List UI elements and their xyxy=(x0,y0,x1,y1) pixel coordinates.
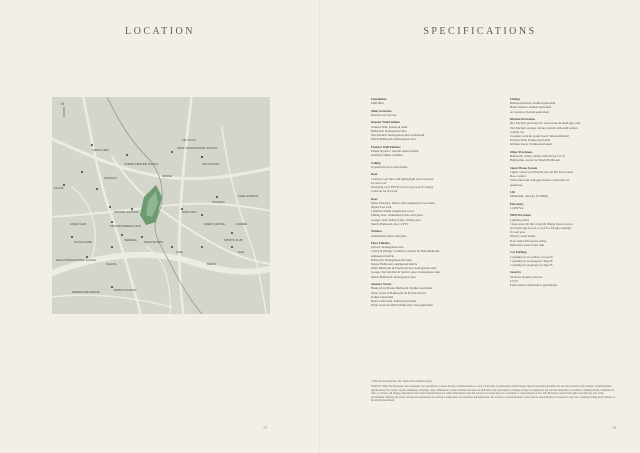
spec-line: Electric water heater xyxy=(510,234,536,239)
north-label: N xyxy=(61,101,64,106)
spec-line: Lights control at Living Room and Bar Porch Area xyxy=(510,169,573,174)
spec-line: Kitchen Sink: Franke/equivalent xyxy=(510,138,551,143)
spec-section xyxy=(510,270,628,287)
spec-line: Artificial timber cladding xyxy=(371,153,403,158)
spec-section xyxy=(371,120,489,141)
spec-line: Bathroom: homogenous tiles xyxy=(371,128,407,133)
map-label: SCHOOLS xyxy=(212,201,225,204)
spec-line: engineered marble xyxy=(371,253,394,258)
location-heading: LOCATION xyxy=(125,26,195,37)
spec-line: 2 parking for an outdoor car porch xyxy=(510,254,553,259)
spec-line: Dry Kitchen: provision for clean water & drain pipe only xyxy=(510,121,581,126)
map-label: BARKS xyxy=(207,263,216,266)
map-label: CARE HOSPITAL xyxy=(238,195,259,198)
spec-line: digital door lock xyxy=(371,205,392,210)
spec-section xyxy=(510,202,628,210)
spec-title: Lift xyxy=(510,190,515,195)
map-label: KALI SCHOOL xyxy=(202,163,220,166)
spec-line: Overhang roof: EPVD roof for eave porch canopy xyxy=(371,184,434,189)
spec-line: Door control xyxy=(510,174,526,179)
spec-line: Other Bathroom & Powder Room: homogenous tiles xyxy=(371,266,437,271)
spec-section xyxy=(510,117,628,146)
spec-line: Garage: steel sliding frame, sliding door xyxy=(371,217,421,222)
map-label: FARMHOUSE AVENUE xyxy=(72,291,100,294)
spec-title: Roof xyxy=(371,172,378,177)
map-label: JOSEPH KIRSTINE SCHOOL xyxy=(124,163,159,166)
spec-line: for tiles roof xyxy=(371,180,387,185)
map-label: PRIVATE MODERN CAFE xyxy=(110,225,141,228)
spec-line: CCTV xyxy=(510,278,519,283)
spec-line: Garage, Wet Kitchen & Service Area: homogenous tiles xyxy=(371,270,441,275)
specs-right-column xyxy=(510,97,628,291)
footnote: *This data and purposes only. Terms and Conditions apply. xyxy=(371,380,433,383)
legal-notice: NOTICE: While the Developer uses reasonable care and efforts to ensure that the contents herein are correct at the time of publication, the Developer shall not be held responsible for any inaccuracies in the contents. All information, specifications, floor plans, layout, renderings, drawings, areas, dimensions, colours, finishes and sizes are indicative only and subject to changes as may be required by the relevant authorities or architects. Nothing herein constitutes an offer or contract. All images, illustrations and visual representations are artist's impressions only and are not to be relied upon as a statement or representation of fact. The Developer reserves the right to modify any part of the development without prior notice. Prospective purchasers are advised to make their own enquiries and inspections. No warranty or representation is given and no responsibility is accepted for any loss or damage arising from reliance on the information herein. xyxy=(371,385,616,403)
spec-line: Video intercom with guest house connection for xyxy=(510,178,570,183)
map-label: BRIDGE xyxy=(162,175,172,178)
spec-line: Bathroom: homogenous flooring xyxy=(371,257,412,262)
spec-section xyxy=(510,150,628,163)
spec-line: Accessories: Kohler/equivalent xyxy=(510,109,549,114)
spec-title: Fittings xyxy=(510,97,521,101)
map-label: CAFE xyxy=(176,251,183,254)
spec-line: Individual water water tank xyxy=(510,242,545,247)
spec-line: 1 parking for in garage for Type B xyxy=(510,258,553,263)
spec-title: Sanitary Wares xyxy=(371,282,392,287)
map-label: PRIVATE LOCATION xyxy=(114,211,139,214)
spec-title: Exterior Wall Finishes xyxy=(371,144,401,149)
spec-title: Window xyxy=(371,229,383,234)
spec-line: Wet Kitchen: homogenous tiles backsplash xyxy=(371,133,425,138)
spec-line: Bathroom fixture: Kohler/equivalent xyxy=(510,101,556,106)
spec-line: Roof tank with booster pump xyxy=(510,238,547,243)
spec-line: Aluminium frame with glass xyxy=(371,233,407,238)
map-label: A BIRTH NEW xyxy=(92,149,109,152)
map-label: SIR TOOLS xyxy=(182,139,196,142)
spec-title: Car Parking xyxy=(510,250,527,255)
spec-line: Maid's Bathroom: homogenous tiles xyxy=(371,137,416,142)
spec-line: 11,000 VA xyxy=(510,205,524,210)
spec-section xyxy=(371,172,489,193)
page-spine xyxy=(319,0,321,453)
spec-line: Sliding door: aluminium frame with glass xyxy=(371,213,423,218)
specs-left-column xyxy=(371,97,489,311)
page-number-right: 14 xyxy=(612,425,616,430)
spec-line: Lighting points xyxy=(510,217,529,222)
map-label: FUEL xyxy=(238,251,245,254)
spec-section xyxy=(510,97,628,114)
spec-title: Foundation xyxy=(371,97,387,101)
spec-line: provision and Access to roof for All pipe running xyxy=(510,226,571,231)
spec-title: Ceiling xyxy=(371,160,381,165)
spec-line: Reinforced Concrete xyxy=(371,112,397,117)
spec-line: Maid's Bathroom door: UPVC xyxy=(371,221,409,226)
map-label: SAINT INTERNATIONAL SCHOOL xyxy=(177,147,218,150)
spec-section xyxy=(371,282,489,307)
map-label: POLICE HOME xyxy=(74,241,93,244)
spec-line: Concrete roof tiles with lightweight steel structure xyxy=(371,176,434,181)
map-label: RONA HIGH xyxy=(182,211,197,214)
spec-line: 2 parking for in garage for Type B xyxy=(510,262,553,267)
spec-title: Electricity xyxy=(510,201,524,206)
map-label: SCHOOLS xyxy=(104,177,117,180)
spec-line: Living & Dining, Common Corridor & Main Bedroom: xyxy=(371,249,440,254)
spec-line: Mitsubishi, capacity for 900kg xyxy=(510,194,548,199)
spec-line: Cooking: oven & cooker hood: Teka/equivalent xyxy=(510,133,569,138)
spec-line: Gypsum board to paint finish xyxy=(371,164,408,169)
disclaimer xyxy=(371,380,617,404)
spec-line: Bathroom: vanity cabinet with mirror for all xyxy=(510,154,565,159)
location-map xyxy=(52,97,270,314)
spec-line: Kitchen faucet: Franke/equivalent xyxy=(510,142,553,147)
spec-section xyxy=(510,166,628,187)
spec-line: Wet Kitchen: storage cabinet system with solid surface xyxy=(510,125,578,130)
map-label: JAKES CLUB xyxy=(70,223,86,226)
spec-section xyxy=(371,97,489,105)
spec-line: Master Bathroom: engineered marble xyxy=(371,262,418,267)
spec-section xyxy=(510,250,628,267)
spec-line: Plaster & paint / smooth texture finish xyxy=(371,148,419,153)
spec-line: Mild Piles xyxy=(371,101,384,106)
spec-title: MEP Provisions xyxy=(510,213,532,218)
spec-section xyxy=(371,145,489,158)
spec-section xyxy=(371,197,489,226)
map-label: AMEDO CENTRE xyxy=(204,223,225,226)
spec-line: Bathrooms, except for Maid's Bathroom xyxy=(510,158,560,163)
spec-line: Laminate timber engineered wood xyxy=(371,209,414,214)
map-label: SPORTS SCHOOL xyxy=(114,289,137,292)
map-label: DAVID SPORTS xyxy=(144,241,164,244)
map-label: SCHOOL xyxy=(106,263,117,266)
spec-section xyxy=(510,213,628,247)
page-number-left: 13 xyxy=(263,425,267,430)
spec-line: Water closet in Maid's Bathroom: Toto/equivalent xyxy=(371,303,433,308)
spec-line: Basin fixtures: Kohler/equivalent xyxy=(510,105,552,110)
map-drawing xyxy=(52,97,270,314)
spec-line: counter top xyxy=(510,129,525,134)
spec-title: Other Provisions xyxy=(510,149,533,154)
spec-line: Concrete for flat roof xyxy=(371,189,398,194)
spec-title: Interior Wall Finishes xyxy=(371,120,400,125)
spec-line: Kohler/equivalent xyxy=(371,294,394,299)
spec-line: Terrace: homogenous tiles xyxy=(371,245,404,250)
spec-line: 24-hours security services xyxy=(510,274,543,279)
spec-line: Clean water till the Living & Dining Room, power xyxy=(510,221,573,226)
spec-title: Smart Home System xyxy=(510,165,538,170)
spec-section xyxy=(510,190,628,198)
map-label: CARMEN xyxy=(236,223,248,226)
spec-line: Main: Entrance: timber solid engineered wood skin, xyxy=(371,200,436,205)
spec-line: Panic button connected to guardhouse xyxy=(510,283,558,288)
spec-title: Security xyxy=(510,270,521,275)
spec-line: gatehouse xyxy=(510,182,523,187)
map-label: SPORTS CLUB xyxy=(224,239,243,242)
spec-title: Door xyxy=(371,196,378,201)
spec-line: Water closet in Bathrooms & Powder Room: xyxy=(371,290,427,295)
spec-section xyxy=(371,109,489,117)
specifications-heading: SPECIFICATIONS xyxy=(423,26,537,37)
spec-line: To roof area xyxy=(510,230,526,235)
spec-title: Main Structure xyxy=(371,108,392,113)
spec-title: Floor Finishes xyxy=(371,241,390,246)
spec-section xyxy=(371,241,489,279)
spec-line: Basin tab in Master Bathroom: Kohler/equivalent xyxy=(371,286,433,291)
spec-line: Maid's Bathroom: homogenous tiles xyxy=(371,274,416,279)
spec-section xyxy=(371,161,489,169)
map-label: DELHI INTERNATIONAL SCHOOL xyxy=(56,259,97,262)
map-label: TERMINAL xyxy=(124,239,138,242)
spec-line: Hand wash basin: Kohler/equivalent xyxy=(371,299,417,303)
spec-section xyxy=(371,229,489,237)
spec-title: Kitchen Provisions xyxy=(510,117,535,122)
spec-line: General Wall: plaster & paint xyxy=(371,124,408,129)
map-label: POLICE xyxy=(54,187,64,190)
